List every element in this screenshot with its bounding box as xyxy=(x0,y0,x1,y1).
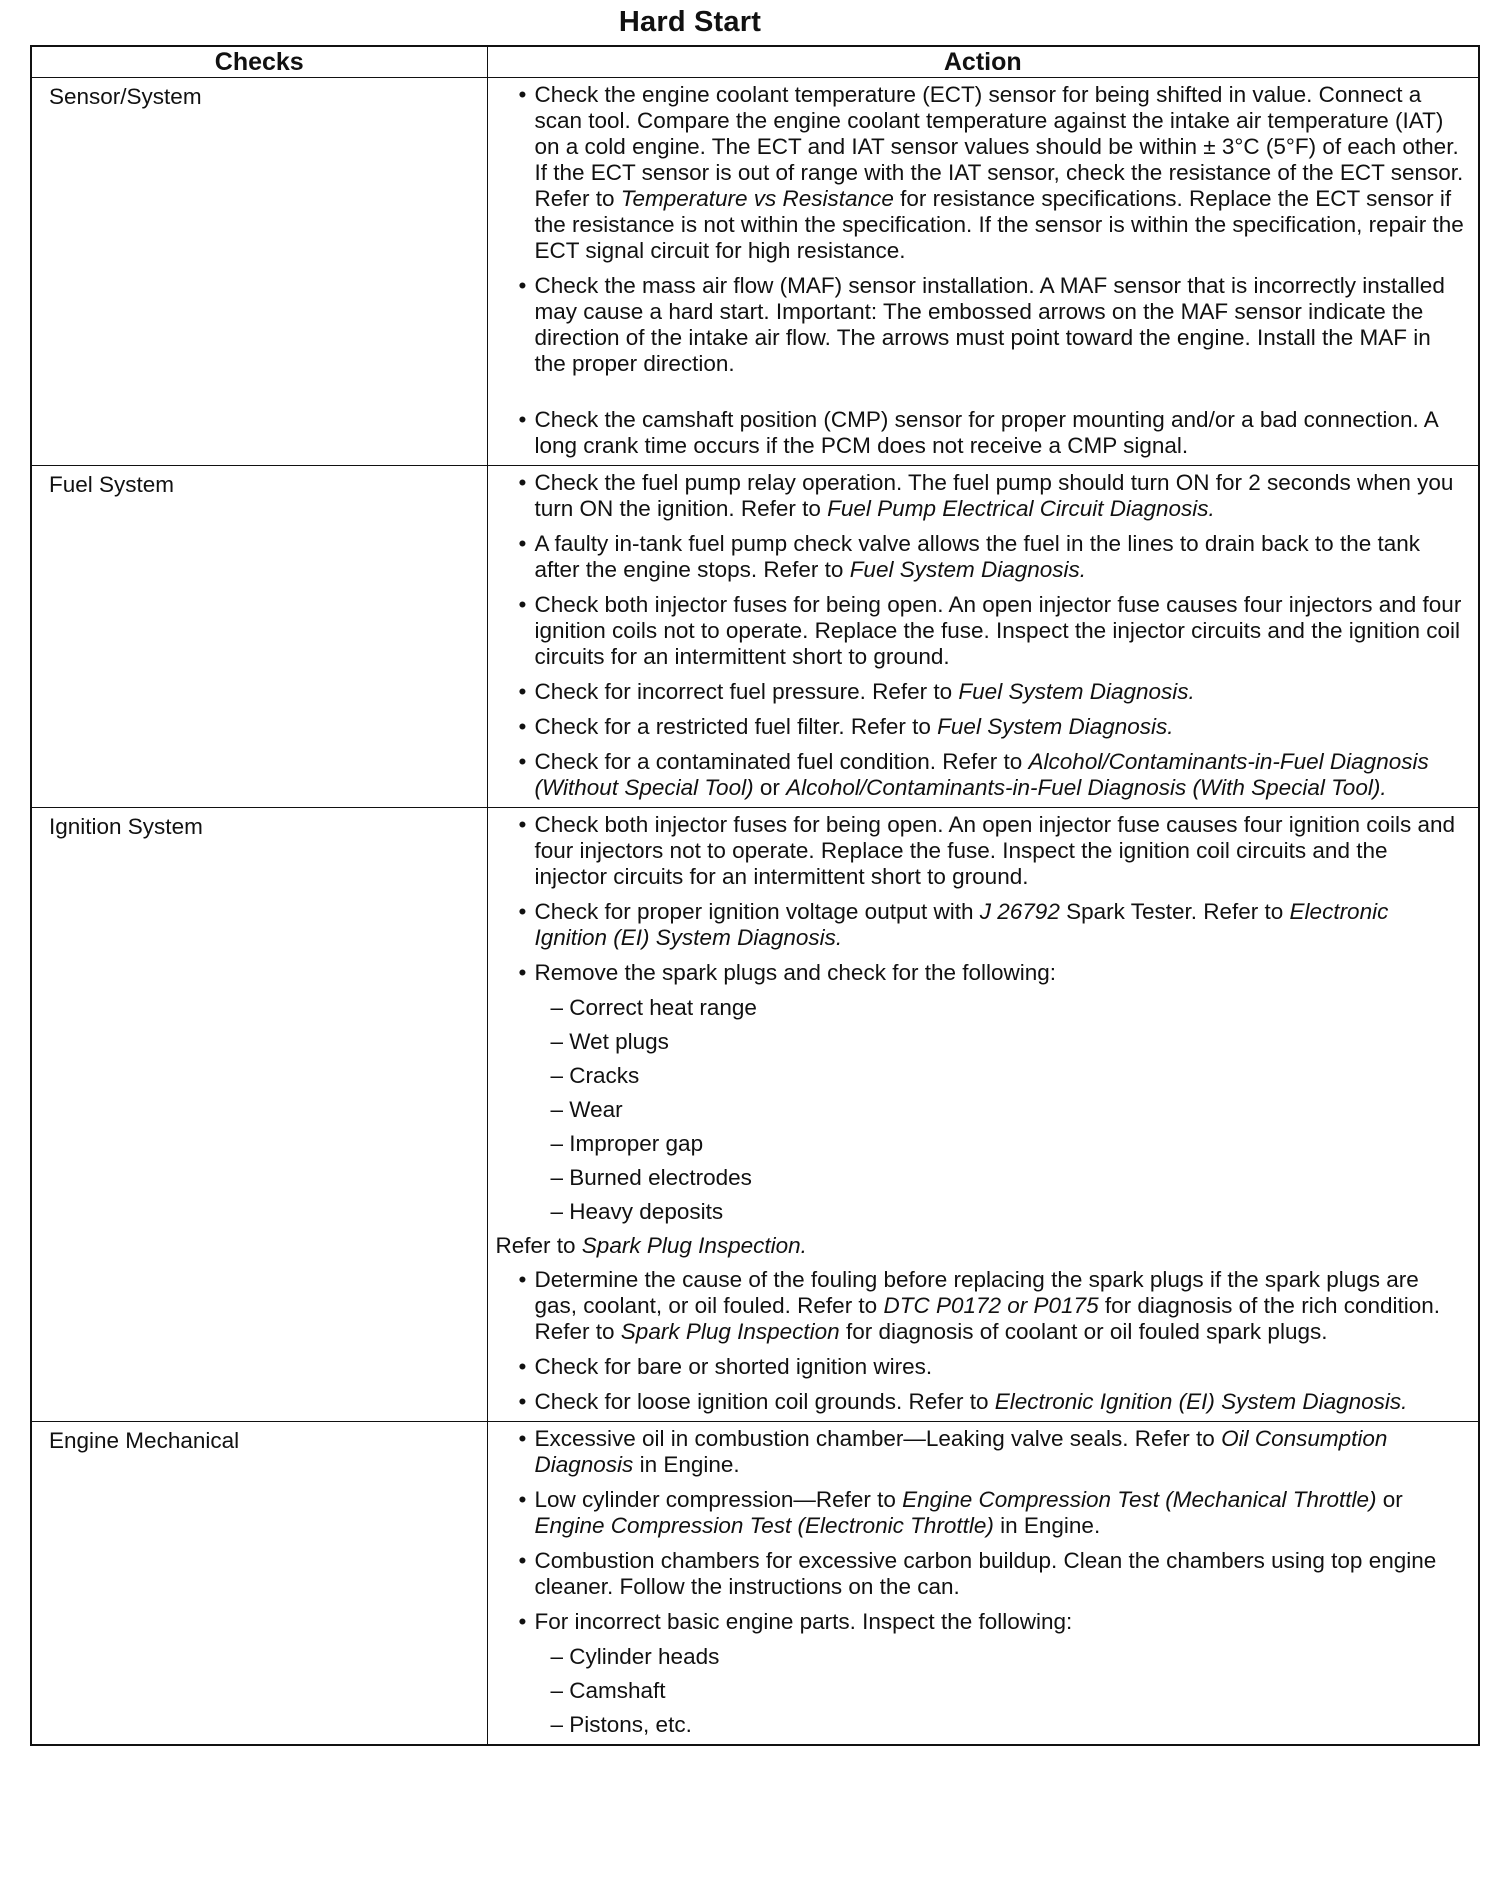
action-bullet-item xyxy=(496,679,1467,705)
action-sub-item xyxy=(496,1131,1467,1157)
action-text: Check both injector fuses for being open. An open injector fuse causes four injectors and four ignition coils not to operate. Replace the fuse. Inspect the injector circuits and the ignition coil circuits for an intermittent short to ground. xyxy=(534,592,1462,669)
reference-text: Fuel System Diagnosis. xyxy=(849,557,1087,582)
action-text: Check the camshaft position (CMP) sensor for proper mounting and/or a bad connection. A long crank time occurs if the PCM does not receive a CMP signal. xyxy=(534,407,1438,458)
action-bullet-item xyxy=(496,960,1467,986)
check-category: Ignition System xyxy=(31,808,487,1422)
action-bullet-item xyxy=(496,1548,1467,1600)
reference-text: Temperature vs Resistance xyxy=(620,186,894,211)
action-text: for diagnosis of the rich condition. Refer to xyxy=(534,1293,1441,1344)
action-bullet-item xyxy=(496,82,1467,264)
action-cell xyxy=(487,1422,1479,1746)
action-text: Spark Tester. Refer to xyxy=(1059,899,1290,924)
action-bullet-item xyxy=(496,592,1467,670)
action-text: – Wet plugs xyxy=(550,1029,669,1054)
table-row xyxy=(31,808,1479,1422)
action-text: for diagnosis of coolant or oil fouled spark plugs. xyxy=(839,1319,1328,1344)
action-text: Excessive oil in combustion chamber—Leaking valve seals. Refer to xyxy=(534,1426,1222,1451)
action-text: A faulty in-tank fuel pump check valve allows the fuel in the lines to drain back to the tank after the engine stops. Refer to xyxy=(534,531,1420,582)
action-text: or xyxy=(1376,1487,1403,1512)
action-text: Check both injector fuses for being open. An open injector fuse causes four ignition coils and four injectors not to operate. Replace the fuse. Inspect the ignition coil circuits and the injector circuits for an intermittent short to ground. xyxy=(534,812,1456,889)
reference-text: Spark Plug Inspection. xyxy=(581,1233,807,1258)
action-sub-item xyxy=(496,1029,1467,1055)
action-text: – Wear xyxy=(550,1097,623,1122)
action-sub-item xyxy=(496,1712,1467,1738)
page-title: Hard Start xyxy=(618,6,762,38)
action-bullet-item xyxy=(496,273,1467,377)
action-sub-item xyxy=(496,1678,1467,1704)
reference-text: Fuel System Diagnosis. xyxy=(937,714,1174,739)
reference-text: Fuel Pump Electrical Circuit Diagnosis. xyxy=(827,496,1215,521)
action-text: or xyxy=(753,775,787,800)
action-text: – Correct heat range xyxy=(550,995,757,1020)
action-text: – Improper gap xyxy=(550,1131,704,1156)
action-text: Check for bare or shorted ignition wires. xyxy=(534,1354,933,1379)
action-text: Check for a contaminated fuel condition. Refer to xyxy=(534,749,1029,774)
check-category: Fuel System xyxy=(31,466,487,808)
action-text: For incorrect basic engine parts. Inspect the following: xyxy=(534,1609,1073,1634)
action-text: Check the fuel pump relay operation. The fuel pump should turn ON for 2 seconds when you turn ON the ignition. Refer to xyxy=(534,470,1454,521)
action-bullet-item xyxy=(496,1389,1467,1415)
action-text: – Burned electrodes xyxy=(550,1165,752,1190)
action-text: Combustion chambers for excessive carbon buildup. Clean the chambers using top engine cleaner. Follow the instructions on the can. xyxy=(534,1548,1437,1599)
action-text: for resistance specifications. Replace the ECT sensor if the resistance is not within the specification. If the sensor is within the specification, repair the ECT signal circuit for high resistance. xyxy=(534,186,1464,263)
action-text: Check for proper ignition voltage output with xyxy=(534,899,980,924)
action-text: – Heavy deposits xyxy=(550,1199,724,1224)
action-bullet-item xyxy=(496,899,1467,951)
action-sub-item xyxy=(496,1165,1467,1191)
reference-text: J 26792 xyxy=(979,899,1060,924)
hard-start-table xyxy=(30,45,1480,1746)
action-text: Determine the cause of the fouling before replacing the spark plugs if the spark plugs are gas, coolant, or oil fouled. Refer to xyxy=(534,1267,1419,1318)
action-bullet-item xyxy=(496,812,1467,890)
check-category: Engine Mechanical xyxy=(31,1422,487,1746)
table-body xyxy=(31,78,1479,1746)
action-note xyxy=(496,1233,1467,1259)
reference-text: Electronic Ignition (EI) System Diagnosis. xyxy=(534,899,1389,950)
checks-column-header: Checks xyxy=(31,46,487,78)
action-cell xyxy=(487,78,1479,466)
reference-text: Engine Compression Test (Electronic Throttle) xyxy=(534,1513,994,1538)
table-row xyxy=(31,78,1479,466)
action-sub-item xyxy=(496,1199,1467,1225)
action-text: in Engine. xyxy=(633,1452,740,1477)
action-text: Check for a restricted fuel filter. Refer to xyxy=(534,714,938,739)
action-text: – Camshaft xyxy=(550,1678,666,1703)
action-text: Low cylinder compression—Refer to xyxy=(534,1487,903,1512)
action-bullet-item xyxy=(496,1426,1467,1478)
reference-text: Alcohol/Contaminants-in-Fuel Diagnosis (With Special Tool). xyxy=(786,775,1387,800)
action-text: Check for incorrect fuel pressure. Refer to xyxy=(534,679,959,704)
action-text: – Cylinder heads xyxy=(550,1644,720,1669)
action-bullet-item xyxy=(496,470,1467,522)
reference-text: DTC P0172 or P0175 xyxy=(883,1293,1099,1318)
action-sub-item xyxy=(496,1097,1467,1123)
action-column-header: Action xyxy=(487,46,1479,78)
check-category: Sensor/System xyxy=(31,78,487,466)
action-bullet-item xyxy=(496,1609,1467,1635)
reference-text: Fuel System Diagnosis. xyxy=(958,679,1195,704)
action-bullet-item xyxy=(496,407,1467,459)
action-text: – Cracks xyxy=(550,1063,640,1088)
action-cell xyxy=(487,466,1479,808)
action-sub-item xyxy=(496,1644,1467,1670)
action-bullet-item xyxy=(496,714,1467,740)
action-text: in Engine. xyxy=(993,1513,1101,1538)
table-row xyxy=(31,466,1479,808)
action-text: Remove the spark plugs and check for the following: xyxy=(534,960,1057,985)
action-sub-item xyxy=(496,1063,1467,1089)
reference-text: Spark Plug Inspection xyxy=(620,1319,840,1344)
action-text: Refer to xyxy=(495,1233,582,1258)
table-row xyxy=(31,1422,1479,1746)
action-bullet-item xyxy=(496,1487,1467,1539)
action-bullet-item xyxy=(496,531,1467,583)
action-bullet-item xyxy=(496,1267,1467,1345)
action-text: Check the mass air flow (MAF) sensor installation. A MAF sensor that is incorrectly installed may cause a hard start. Important: The embossed arrows on the MAF sensor indicate the direction of the intake air flow. The arrows must point toward the engine. Install the MAF in the proper direction. xyxy=(534,273,1445,376)
action-sub-item xyxy=(496,995,1467,1021)
reference-text: Alcohol/Contaminants-in-Fuel Diagnosis (Without Special Tool) xyxy=(534,749,1429,800)
action-cell xyxy=(487,808,1479,1422)
action-text: Check for loose ignition coil grounds. Refer to xyxy=(534,1389,995,1414)
reference-text: Engine Compression Test (Mechanical Throttle) xyxy=(902,1487,1377,1512)
action-text: Check the engine coolant temperature (ECT) sensor for being shifted in value. Connect a scan tool. Compare the engine coolant temperature against the intake air temperature (IAT) on a cold engine. The ECT and IAT sensor values should be within ± 3°C (5°F) of each other. If the ECT sensor is out of range with the IAT sensor, check the resistance of the ECT sensor. Refer to xyxy=(534,82,1464,211)
action-bullet-item xyxy=(496,1354,1467,1380)
reference-text: Electronic Ignition (EI) System Diagnosis. xyxy=(994,1389,1408,1414)
reference-text: Oil Consumption Diagnosis xyxy=(534,1426,1388,1477)
action-text: – Pistons, etc. xyxy=(550,1712,692,1737)
action-bullet-item xyxy=(496,749,1467,801)
header-row xyxy=(31,46,1479,78)
